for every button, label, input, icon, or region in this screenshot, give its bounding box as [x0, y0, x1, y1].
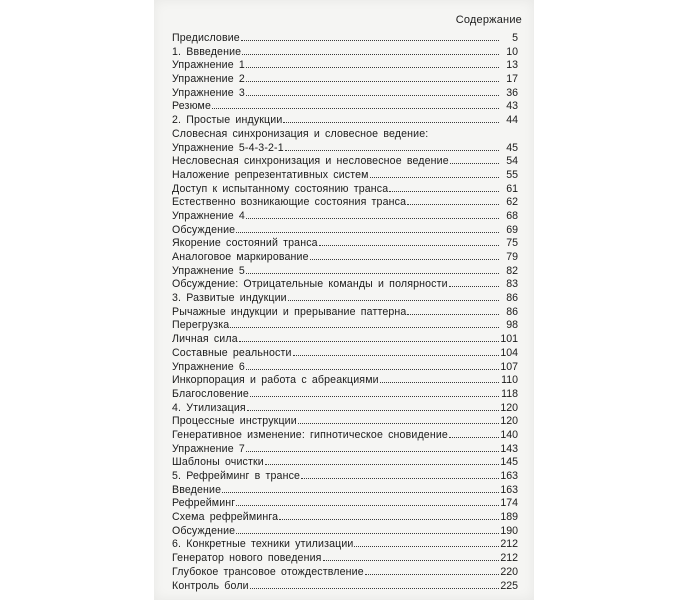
toc-page-number: 143 [500, 442, 518, 455]
toc-page-number: 190 [500, 524, 518, 537]
toc-entry-title: Рефрейминг [172, 497, 236, 510]
toc-page-number: 86 [506, 292, 518, 305]
toc-entry [172, 347, 518, 361]
toc-page-number: 220 [500, 565, 518, 578]
toc-entry [172, 196, 518, 210]
toc-entry [172, 46, 518, 60]
toc-entry-title: Резюме [172, 100, 212, 113]
dot-leader [283, 121, 499, 123]
toc-entry-title: 6. Конкретные техники утилизации [172, 538, 354, 551]
toc-entry [172, 402, 518, 416]
toc-page-number: 61 [506, 182, 518, 195]
toc-entry-title: Контроль боли [172, 579, 249, 592]
toc-page-number: 5 [512, 32, 518, 44]
toc-entry [172, 73, 518, 87]
dot-leader [246, 94, 499, 96]
dot-leader [389, 190, 499, 192]
page-title: Содержание [455, 14, 522, 26]
toc-page-number: 212 [500, 538, 518, 551]
toc-entry [172, 87, 518, 101]
dot-leader [323, 559, 499, 561]
toc-entry [172, 169, 518, 183]
toc-entry [172, 155, 518, 169]
toc-entry-title: Аналоговое маркирование [172, 251, 309, 263]
toc-entry-title: Обсуждение: Отрицательные команды и полярности [172, 278, 448, 291]
toc-page-number: 120 [500, 401, 518, 414]
dot-leader [293, 354, 499, 356]
toc-entry-title: Наложение репрезентативных систем [172, 168, 369, 181]
dot-leader [246, 450, 499, 452]
toc-page-number: 110 [501, 374, 518, 387]
toc-entry-title: Обсуждение [172, 223, 236, 236]
toc-entry-title: Упражнение 3 [172, 86, 245, 99]
toc-page-number: 86 [506, 305, 518, 318]
toc-entry [172, 388, 518, 402]
toc-entry [172, 32, 518, 46]
dot-leader [288, 299, 499, 301]
toc-page-number: 79 [506, 251, 518, 263]
dot-leader [301, 477, 499, 479]
toc-entry-title: Упражнение 6 [172, 360, 245, 373]
table-of-contents [172, 32, 518, 593]
toc-entry-title: Естественно возникающие состояния транса [172, 196, 407, 209]
toc-page-number: 54 [506, 155, 518, 168]
toc-entry [172, 333, 518, 347]
toc-entry-title: Упражнение 4 [172, 209, 245, 222]
toc-entry [172, 456, 518, 470]
toc-entry [172, 265, 518, 279]
dot-leader [370, 176, 499, 178]
toc-entry-title: Упражнение 5 [172, 264, 245, 277]
toc-entry-title: Упражнение 2 [172, 73, 245, 86]
toc-page-number: 36 [506, 86, 518, 99]
toc-entry-title: Словесная синхронизация и словесное ведение: [172, 127, 429, 140]
dot-leader [354, 545, 499, 547]
toc-entry [172, 429, 518, 443]
dot-leader [449, 436, 499, 438]
toc-entry [172, 525, 518, 539]
toc-page-number: 212 [500, 552, 518, 565]
toc-entry [172, 566, 518, 580]
toc-entry [172, 497, 518, 511]
toc-entry-title: Упражнение 5-4-3-2-1 [172, 141, 284, 154]
dot-leader [298, 422, 499, 424]
toc-entry [172, 552, 518, 566]
dot-leader [247, 409, 499, 411]
toc-page-number: 75 [506, 237, 518, 250]
toc-entry-title: 1. Ввведение [172, 45, 242, 58]
toc-entry [172, 443, 518, 457]
toc-entry [172, 511, 518, 525]
toc-entry-title: Благословение [172, 387, 249, 400]
dot-leader [246, 217, 499, 219]
toc-entry-title: Перегрузка [172, 319, 230, 332]
toc-entry-title: Процессные инструкции [172, 415, 297, 428]
toc-entry [172, 292, 518, 306]
toc-page-number: 55 [506, 168, 518, 181]
toc-entry-title: Шаблоны очистки [172, 456, 264, 469]
toc-entry [172, 224, 518, 238]
toc-page-number: 45 [506, 141, 518, 154]
dot-leader [241, 39, 499, 41]
dot-leader [365, 573, 499, 575]
toc-page-number: 174 [500, 497, 518, 510]
toc-page-number: 225 [500, 579, 518, 592]
dot-leader [246, 368, 499, 370]
toc-page-number: 140 [500, 428, 518, 441]
toc-entry [172, 306, 518, 320]
toc-page-number: 62 [506, 196, 518, 209]
dot-leader [319, 244, 499, 246]
dot-leader [407, 203, 499, 205]
toc-page-number: 189 [500, 511, 518, 524]
toc-entry-title: 5. Рефрейминг в трансе [172, 470, 301, 482]
dot-leader [250, 587, 499, 589]
dot-leader [310, 258, 499, 260]
toc-entry-title: Якорение состояний транса [172, 237, 318, 250]
toc-entry [172, 114, 518, 128]
toc-entry-title: 4. Утилизация [172, 401, 246, 414]
dot-leader [239, 340, 499, 342]
dot-leader [285, 149, 499, 151]
toc-entry [172, 59, 518, 73]
toc-entry-title: Упражнение 7 [172, 442, 245, 455]
toc-entry [172, 470, 518, 484]
toc-entry-title: Упражнение 1 [172, 59, 245, 72]
dot-leader [246, 272, 499, 274]
toc-entry [172, 183, 518, 197]
dot-leader [250, 395, 499, 397]
toc-entry-title: Предисловие [172, 32, 240, 44]
toc-page-number: 13 [506, 59, 518, 72]
toc-entry-title: Рычажные индукции и прерывание паттерна [172, 305, 407, 318]
toc-page-number: 44 [506, 114, 518, 127]
toc-page-number: 17 [506, 73, 518, 86]
dot-leader [246, 80, 499, 82]
toc-entry-title: Генеративное изменение: гипнотическое сновидение [172, 428, 448, 441]
dot-leader [380, 381, 499, 383]
toc-entry-title: Составные реальности [172, 346, 292, 359]
toc-page-number: 101 [500, 333, 518, 346]
toc-entry-title: Доступ к испытанному состоянию транса [172, 182, 389, 195]
toc-entry [172, 210, 518, 224]
toc-entry-title: 3. Развитые индукции [172, 292, 287, 305]
dot-leader [236, 504, 499, 506]
toc-entry-title: Генератор нового поведения [172, 552, 322, 565]
dot-leader [449, 285, 499, 287]
toc-entry [172, 538, 518, 552]
toc-page-number: 163 [500, 470, 518, 482]
toc-page-number: 145 [500, 456, 518, 469]
dot-leader [236, 532, 499, 534]
toc-entry-title: Обсуждение [172, 524, 236, 537]
toc-page-number: 107 [500, 360, 518, 373]
toc-page-number: 163 [500, 483, 518, 496]
toc-entry [172, 415, 518, 429]
toc-page-number: 43 [506, 100, 518, 113]
dot-leader [407, 313, 499, 315]
dot-leader [450, 162, 499, 164]
toc-entry-title: Введение [172, 483, 222, 496]
toc-page-number: 68 [506, 209, 518, 222]
toc-page-number: 83 [506, 278, 518, 291]
toc-entry [172, 361, 518, 375]
toc-page-number: 120 [500, 415, 518, 428]
toc-entry [172, 237, 518, 251]
toc-page-number: 98 [506, 319, 518, 332]
dot-leader [242, 53, 499, 55]
toc-entry [172, 251, 518, 265]
toc-entry-title: Схема рефрейминга [172, 511, 279, 524]
dot-leader [222, 491, 499, 493]
dot-leader [265, 463, 499, 465]
toc-entry [172, 100, 518, 114]
book-page [154, 0, 534, 600]
dot-leader [212, 107, 499, 109]
toc-page-number: 104 [500, 346, 518, 359]
toc-page-number: 10 [506, 45, 518, 58]
toc-page-number: 82 [506, 264, 518, 277]
dot-leader [236, 231, 499, 233]
toc-entry-title: Глубокое трансовое отождествление [172, 565, 364, 578]
toc-entry [172, 484, 518, 498]
dot-leader [230, 326, 499, 328]
toc-entry [172, 278, 518, 292]
toc-entry [172, 142, 518, 156]
toc-entry [172, 580, 518, 594]
toc-entry-title: Инкорпорация и работа с абреакциями [172, 374, 379, 387]
toc-page-number: 69 [506, 223, 518, 236]
toc-entry-title: Несловесная синхронизация и несловесное ведение [172, 155, 449, 168]
toc-entry-title: 2. Простые индукции [172, 114, 283, 127]
toc-page-number: 118 [501, 387, 518, 400]
toc-entry-title: Личная сила [172, 333, 238, 346]
toc-entry [172, 128, 518, 142]
dot-leader [246, 66, 499, 68]
dot-leader [279, 518, 499, 520]
toc-entry [172, 319, 518, 333]
toc-entry [172, 374, 518, 388]
